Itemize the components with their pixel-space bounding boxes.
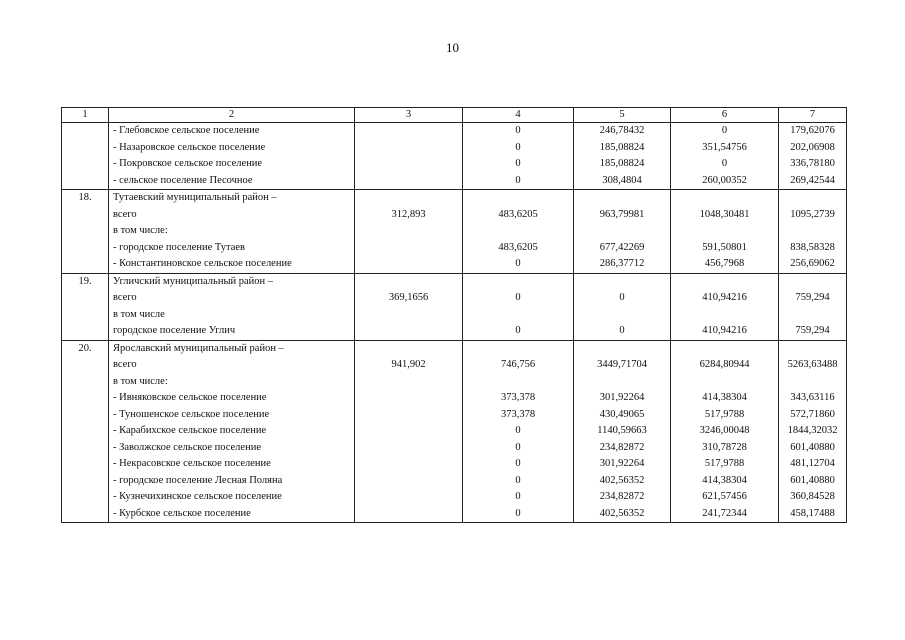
cell-value: 343,63116	[790, 392, 835, 403]
cell-value: 241,72344	[702, 507, 747, 519]
cell-value: 621,57456	[702, 491, 747, 502]
row-index: 18.	[78, 192, 92, 203]
cell-value: 0	[515, 474, 521, 486]
cell-value: 0	[515, 425, 521, 436]
cell-value: 301,92264	[599, 458, 645, 469]
value-cell	[671, 190, 779, 274]
row-index-cell	[62, 273, 109, 340]
row-index-cell	[62, 340, 109, 523]
row-label: - Константиновское сельское поселение	[113, 258, 292, 269]
cell-value	[779, 223, 846, 240]
cell-value: 941,902	[391, 359, 426, 370]
cell-value	[355, 307, 462, 324]
row-label: - Некрасовское сельское поселение	[113, 458, 271, 469]
table-group-row	[62, 340, 847, 523]
cell-value: 301,92264	[599, 392, 645, 403]
cell-value	[355, 473, 462, 490]
row-label: городское поселение Углич	[113, 325, 236, 336]
cell-value	[574, 190, 670, 207]
row-label: - городское поселение Тутаев	[113, 241, 245, 253]
cell-value	[671, 223, 778, 240]
name-cell	[109, 273, 355, 340]
column-header: 5	[574, 108, 671, 123]
cell-value	[671, 341, 778, 358]
cell-value: 310,78728	[702, 441, 747, 453]
name-cell	[109, 340, 355, 523]
value-cell	[779, 123, 847, 190]
name-cell	[109, 123, 355, 190]
cell-value: 572,71860	[790, 408, 835, 420]
cell-value: 369,1656	[388, 292, 429, 303]
column-header: 7	[779, 108, 847, 123]
row-label: - Туношенское сельское поселение	[113, 408, 270, 420]
row-label: Ярославский муниципальный район –	[113, 342, 284, 354]
cell-value	[463, 307, 573, 324]
cell-value: 0	[619, 325, 625, 336]
page-number: 10	[446, 40, 459, 55]
value-cell	[574, 273, 671, 340]
cell-value: 517,9788	[704, 458, 745, 469]
cell-value	[355, 341, 462, 358]
cell-value	[355, 156, 462, 173]
cell-value: 373,378	[500, 408, 536, 420]
cell-value	[463, 341, 573, 358]
value-cell	[671, 340, 779, 523]
cell-value: 0	[515, 174, 521, 186]
cell-value	[355, 190, 462, 207]
cell-value: 260,00352	[702, 174, 747, 186]
cell-value: 483,6205	[498, 241, 538, 253]
cell-value: 0	[515, 158, 521, 169]
column-header: 4	[463, 108, 574, 123]
table-group-row	[62, 273, 847, 340]
value-cell	[671, 123, 779, 190]
cell-value: 430,49065	[599, 408, 645, 420]
cell-value: 0	[515, 292, 521, 303]
row-label: - Покровское сельское поселение	[113, 158, 263, 169]
cell-value: 1048,30481	[699, 208, 750, 220]
value-cell	[574, 123, 671, 190]
cell-value	[355, 374, 462, 391]
cell-value: 414,38304	[702, 474, 747, 486]
cell-value	[355, 240, 462, 257]
cell-value: 402,56352	[599, 507, 645, 519]
cell-value: 373,378	[500, 392, 536, 403]
row-label: в том числе:	[113, 375, 168, 387]
cell-value	[355, 423, 462, 440]
cell-value: 517,9788	[704, 408, 745, 420]
row-label: - Карабихское сельское поселение	[113, 425, 267, 436]
cell-value: 1095,2739	[790, 208, 835, 220]
cell-value	[463, 274, 573, 291]
cell-value: 360,84528	[790, 491, 835, 502]
cell-value: 0	[515, 507, 521, 519]
table-group-row	[62, 123, 847, 190]
cell-value: 0	[515, 141, 521, 153]
cell-value	[574, 274, 670, 291]
name-cell	[109, 190, 355, 274]
cell-value: 256,69062	[790, 258, 835, 269]
cell-value: 759,294	[795, 325, 830, 336]
cell-value: 246,78432	[599, 125, 645, 136]
cell-value: 5263,63488	[787, 359, 838, 370]
cell-value: 336,78180	[790, 158, 835, 169]
cell-value	[671, 374, 778, 391]
cell-value	[355, 274, 462, 291]
cell-value: 0	[619, 292, 625, 303]
cell-value	[355, 506, 462, 523]
cell-value	[355, 140, 462, 157]
cell-value: 410,94216	[702, 325, 747, 336]
column-header: 3	[355, 108, 463, 123]
cell-value: 414,38304	[702, 392, 747, 403]
cell-value: 0	[515, 325, 521, 336]
cell-value	[779, 374, 846, 391]
cell-value: 0	[721, 158, 728, 169]
value-cell	[355, 340, 463, 523]
column-header: 2	[109, 108, 355, 123]
cell-value	[355, 323, 462, 340]
cell-value: 481,12704	[790, 458, 835, 469]
row-label: - Кузнечихинское сельское поселение	[113, 491, 282, 502]
value-cell	[574, 190, 671, 274]
cell-value	[574, 307, 670, 324]
row-label: - Курбское сельское поселение	[113, 507, 251, 519]
cell-value	[355, 256, 462, 273]
cell-value	[779, 190, 846, 207]
cell-value: 179,62076	[790, 125, 835, 136]
cell-value: 746,756	[500, 359, 536, 370]
row-index-cell	[62, 190, 109, 274]
row-label: Тутаевский муниципальный район –	[113, 192, 277, 203]
value-cell	[463, 123, 574, 190]
value-cell	[779, 190, 847, 274]
cell-value	[355, 123, 462, 140]
cell-value: 0	[515, 258, 521, 269]
value-cell	[779, 340, 847, 523]
cell-value	[779, 307, 846, 324]
cell-value	[671, 307, 778, 324]
cell-value: 601,40880	[790, 474, 835, 486]
row-index: 19.	[78, 275, 92, 287]
cell-value: 3246,00048	[699, 425, 750, 436]
cell-value: 312,893	[391, 208, 426, 220]
cell-value	[355, 390, 462, 407]
cell-value: 0	[515, 491, 521, 502]
data-table	[61, 107, 847, 523]
cell-value: 601,40880	[790, 441, 835, 453]
value-cell	[463, 273, 574, 340]
cell-value: 591,50801	[702, 241, 747, 253]
cell-value	[463, 223, 573, 240]
cell-value: 308,4804	[602, 174, 642, 186]
value-cell	[574, 340, 671, 523]
column-header: 6	[671, 108, 779, 123]
cell-value: 1140,59663	[597, 425, 647, 436]
row-label: в том числе	[113, 308, 165, 320]
cell-value: 483,6205	[498, 208, 538, 220]
cell-value: 6284,80944	[699, 359, 750, 370]
cell-value: 185,08824	[599, 158, 645, 169]
cell-value: 202,06908	[790, 141, 835, 153]
cell-value	[355, 407, 462, 424]
row-index: 20.	[78, 342, 92, 354]
cell-value	[355, 440, 462, 457]
row-label: - Заволжское сельское поселение	[113, 441, 261, 453]
cell-value	[355, 456, 462, 473]
cell-value: 0	[515, 125, 521, 136]
row-label: - городское поселение Лесная Поляна	[113, 474, 283, 486]
value-cell	[355, 190, 463, 274]
row-label: всего	[113, 292, 137, 303]
cell-value	[779, 274, 846, 291]
value-cell	[355, 123, 463, 190]
row-label: - сельское поселение Песочное	[113, 174, 253, 186]
cell-value: 759,294	[795, 292, 830, 303]
cell-value: 234,82872	[599, 491, 645, 502]
cell-value	[671, 274, 778, 291]
cell-value: 0	[721, 125, 728, 136]
cell-value: 3449,71704	[597, 359, 647, 370]
cell-value: 838,58328	[790, 241, 835, 253]
cell-value	[355, 489, 462, 506]
row-label: - Ивняковское сельское поселение	[113, 392, 267, 403]
column-header: 1	[62, 108, 109, 123]
row-label: Угличский муниципальный район –	[113, 275, 274, 287]
row-index	[62, 123, 108, 140]
row-label: - Назаровское сельское поселение	[113, 141, 266, 153]
cell-value: 410,94216	[702, 292, 747, 303]
cell-value: 1844,32032	[787, 425, 838, 436]
cell-value: 269,42544	[790, 174, 835, 186]
row-label: всего	[113, 208, 137, 220]
cell-value: 677,42269	[599, 241, 645, 253]
value-cell	[463, 190, 574, 274]
cell-value	[779, 341, 846, 358]
row-label: в том числе:	[113, 225, 168, 236]
cell-value: 0	[515, 441, 521, 453]
value-cell	[463, 340, 574, 523]
value-cell	[355, 273, 463, 340]
row-label: всего	[113, 359, 137, 370]
cell-value: 351,54756	[702, 141, 747, 153]
row-label: - Глебовское сельское поселение	[113, 125, 260, 136]
table-group-row	[62, 190, 847, 274]
cell-value	[355, 173, 462, 190]
cell-value: 402,56352	[599, 474, 645, 486]
table-header-row	[62, 108, 847, 123]
cell-value: 286,37712	[599, 258, 645, 269]
cell-value: 185,08824	[599, 141, 645, 153]
cell-value	[574, 341, 670, 358]
cell-value: 0	[515, 458, 521, 469]
row-index-cell	[62, 123, 109, 190]
cell-value: 963,79981	[599, 208, 645, 220]
cell-value	[463, 374, 573, 391]
cell-value	[355, 223, 462, 240]
cell-value	[671, 190, 778, 207]
cell-value	[574, 374, 670, 391]
cell-value	[463, 190, 573, 207]
cell-value: 456,7968	[704, 258, 745, 269]
value-cell	[671, 273, 779, 340]
cell-value: 234,82872	[599, 441, 645, 453]
cell-value	[574, 223, 670, 240]
cell-value: 458,17488	[790, 507, 835, 519]
value-cell	[779, 273, 847, 340]
